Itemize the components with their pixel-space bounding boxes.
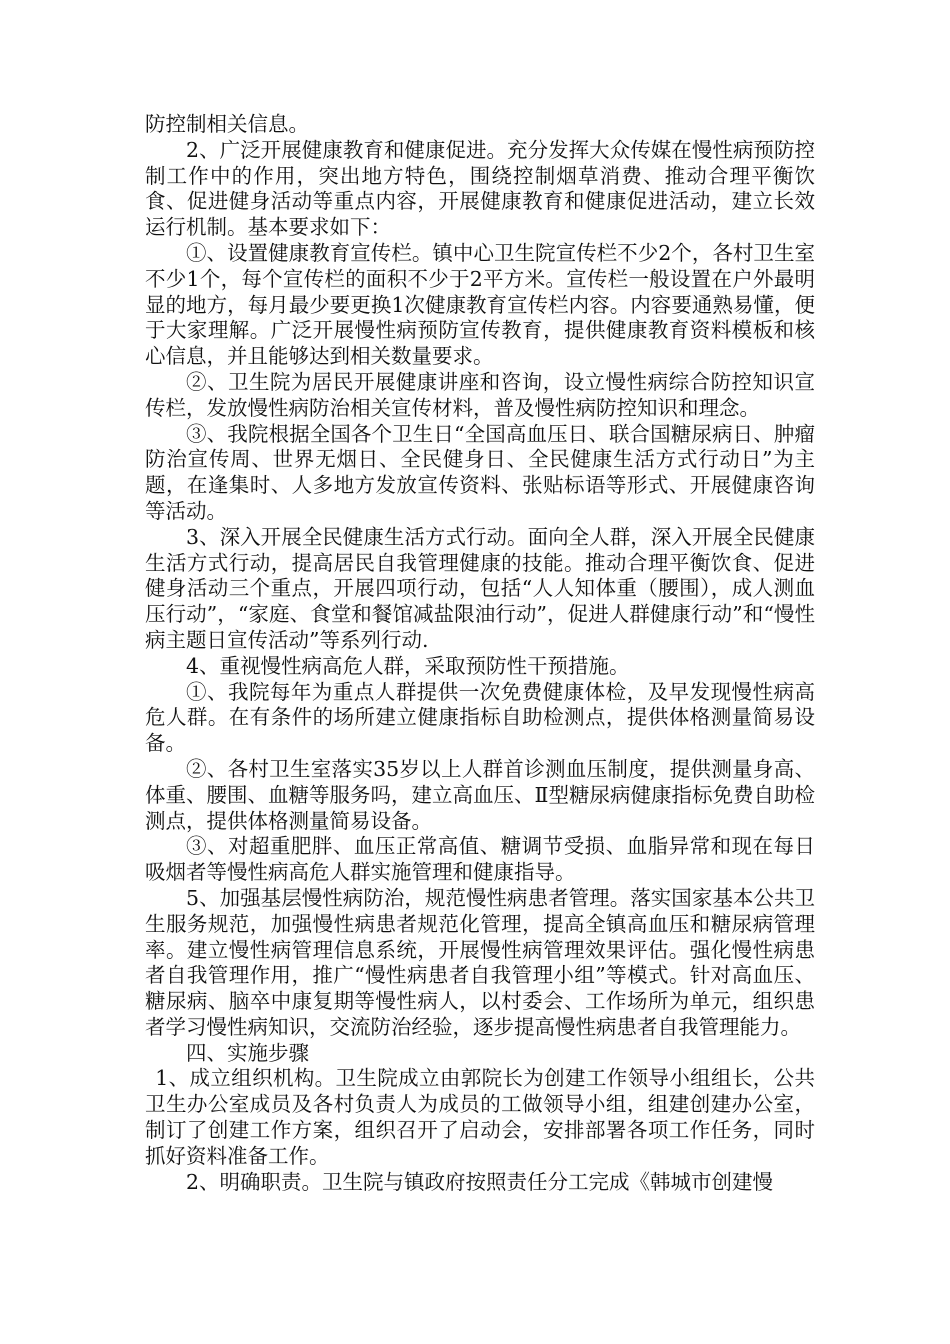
paragraph-high-risk: 4、重视慢性病高危人群，采取预防性干预措施。: [186, 653, 630, 678]
paragraph-risk-management: ③、对超重肥胖、血压正常高值、糖调节受损、血脂异常和现在每日吸烟者等慢性病高危人群实施管理和健康指导。: [145, 834, 815, 885]
document-body: [145, 112, 815, 1195]
paragraph-bulletin-board: ①、设置健康教育宣传栏。镇中心卫生院宣传栏不少2个，各村卫生室不少1个，每个宣传栏的面积不少于2平方米。宣传栏一般设置在户外最明显的地方，每月最少要更换1次健康教育宣传栏内容。内容要通熟易懂，便于大家理解。广泛开展慢性病预防宣传教育，提供健康教育资料模板和核心信息，并且能够达到相关数量要求。: [145, 240, 815, 369]
paragraph-primary-care: 5、加强基层慢性病防治，规范慢性病患者管理。落实国家基本公共卫生服务规范，加强慢性病患者规范化管理，提高全镇高血压和糖尿病管理率。建立慢性病管理信息系统，开展慢性病管理效果评估。强化慢性病患者自我管理作用，推广“慢性病患者自我管理小组”等模式。针对高血压、糖尿病、脑卒中康复期等慢性病人，以村委会、工作场所为单元，组织患者学习慢性病知识，交流防治经验，逐步提高慢性病患者自我管理能力。: [145, 885, 815, 1039]
paragraph-continuation: 防控制相关信息。: [145, 112, 309, 136]
paragraph-responsibilities: 2、明确职责。卫生院与镇政府按照责任分工完成《韩城市创建慢: [186, 1169, 774, 1194]
paragraph-free-checkup: ①、我院每年为重点人群提供一次免费健康体检，及早发现慢性病高危人群。在有条件的场所建立健康指标自助检测点，提供体格测量简易设备。: [145, 679, 815, 756]
paragraph-health-days: ③、我院根据全国各个卫生日“全国高血压日、联合国糖尿病日、肿瘤防治宣传周、世界无烟日、全民健身日、全民健康生活方式行动日”为主题，在逢集时、人多地方发放宣传资料、张贴标语等形式、开展健康咨询等活动。: [145, 421, 815, 523]
paragraph-lectures: ②、卫生院为居民开展健康讲座和咨询，设立慢性病综合防控知识宣传栏，发放慢性病防治相关宣传材料，普及慢性病防控知识和理念。: [145, 369, 815, 420]
section-heading-steps: 四、实施步骤: [186, 1040, 309, 1065]
paragraph-organization: 1、成立组织机构。卫生院成立由郭院长为创建工作领导小组组长，公共卫生办公室成员及各村负责人为成员的工做领导小组，组建创建办公室，制订了创建工作方案，组织召开了启动会，安排部署各项工作任务，同时抓好资料准备工作。: [145, 1066, 815, 1168]
paragraph-health-education: 2、广泛开展健康教育和健康促进。充分发挥大众传媒在慢性病预防控制工作中的作用，突出地方特色，围绕控制烟草消费、推动合理平衡饮食、促进健身活动等重点内容，开展健康教育和健康促进活动，建立长效运行机制。基本要求如下：: [145, 137, 815, 240]
paragraph-lifestyle-action: 3、深入开展全民健康生活方式行动。面向全人群，深入开展全民健康生活方式行动，提高居民自我管理健康的技能。推动合理平衡饮食、促进健身活动三个重点，开展四项行动，包括“人人知体重（腰围），成人测血压行动”，“家庭、食堂和餐馆减盐限油行动”，促进人群健康行动”和“慢性病主题日宣传活动”等系列行动.: [145, 524, 815, 652]
paragraph-blood-pressure: ②、各村卫生室落实35岁以上人群首诊测血压制度，提供测量身高、体重、腰围、血糖等服务吗，建立高血压、Ⅱ型糖尿病健康指标免费自助检测点，提供体格测量简易设备。: [145, 756, 815, 833]
